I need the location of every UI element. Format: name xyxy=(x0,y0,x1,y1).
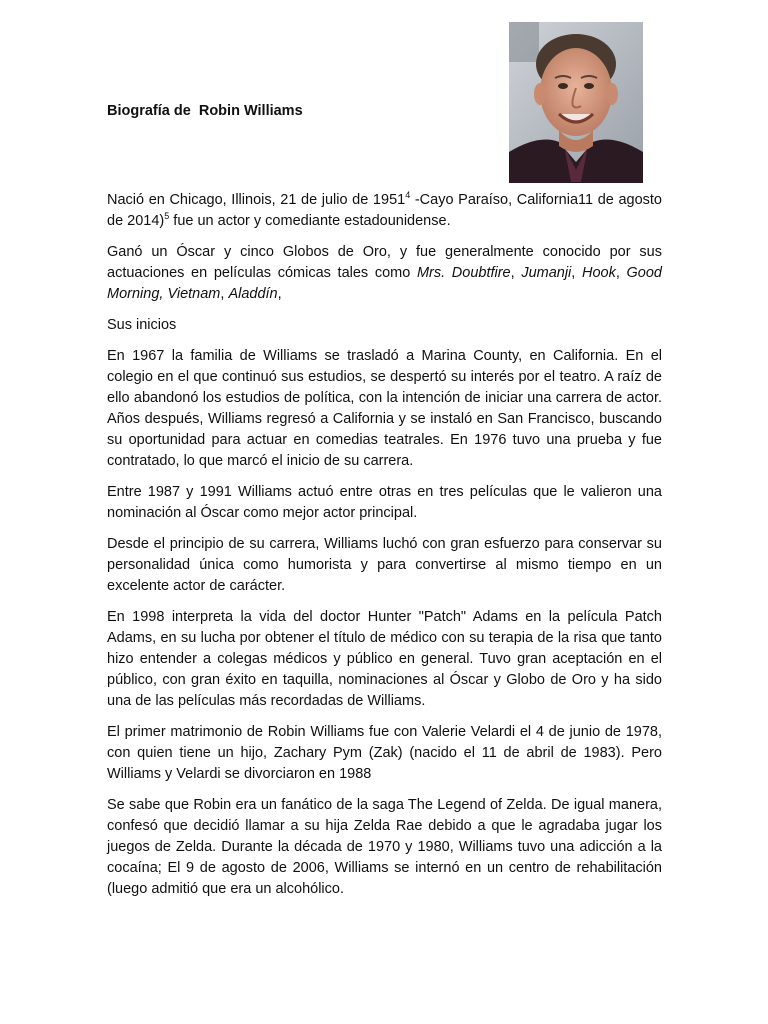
section-heading-beginnings: Sus inicios xyxy=(107,317,177,333)
death-text: -Cayo Paraíso, California11 de agosto de 2014) xyxy=(107,192,662,229)
footnote-ref-4: 4 xyxy=(405,190,411,201)
paragraph-awards xyxy=(107,242,662,305)
film-hook: Hook xyxy=(581,265,616,281)
film-good-morning-vietnam: Good Morning, Vietnam xyxy=(107,265,662,302)
separator: , xyxy=(510,265,522,281)
paragraph-early-career: En 1967 la familia de Williams se trasladó a Marina County, en California. En el colegio en el que continuó sus estudios, se despertó su interés por el teatro. A raíz de ello abandonó los estudios de política, con la intención de iniciar una carrera de actor. Años después, Williams regresó a California y se instaló en San Francisco, buscando su oportunidad para actuar en comedias teatrales. En 1976 tuvo una prueba y fue contratado, lo que marcó el inicio de su carrera. xyxy=(107,348,662,469)
birth-text: Nació en Chicago, Illinois, 21 de julio de 1951 xyxy=(107,192,406,208)
paragraph-zelda: Se sabe que Robin era un fanático de la saga The Legend of Zelda. De igual manera, confesó que decidió llamar a su hija Zelda Rae debido a que le agradaba jugar los juegos de Zelda. Durante la década de 1970 y 1980, Williams tuvo una adicción a la cocaína; El 9 de agosto de 2006, Williams se internó en un centro de rehabilitación (luego admitió que era un alcohólico. xyxy=(107,797,662,897)
paragraph-personality: Desde el principio de su carrera, Williams luchó con gran esfuerzo para conservar su personalidad única como humorista y para convertirse al mismo tiempo en un excelente actor de carácter. xyxy=(107,536,662,594)
footnote-ref-5: 5 xyxy=(164,211,170,222)
biography-body xyxy=(107,190,662,910)
separator: , xyxy=(615,265,627,281)
paragraph-birth xyxy=(107,190,662,232)
separator: , xyxy=(277,286,282,302)
profession-text: fue un actor y comediante estadounidense. xyxy=(169,213,451,229)
paragraph-patch-adams: En 1998 interpreta la vida del doctor Hunter "Patch" Adams en la película Patch Adams, en su lucha por obtener el título de médico con su terapia de la risa que tanto hizo entender a colegas médicos y público en general. Tuvo gran aceptación en el público, con gran éxito en taquilla, nominaciones al Óscar y Globo de Oro y ha sido una de las películas más recordadas de Williams. xyxy=(107,609,662,709)
paragraph-oscar-nominations: Entre 1987 y 1991 Williams actuó entre otras en tres películas que le valieron una nominación al Óscar como mejor actor principal. xyxy=(107,484,662,521)
separator: , xyxy=(571,265,582,281)
film-aladdin: Aladdín xyxy=(228,286,278,302)
document-title: Biografía de Robin Williams xyxy=(107,103,303,119)
film-mrs-doubtfire: Mrs. Doubtfire xyxy=(416,265,511,281)
portrait-photo-icon xyxy=(509,22,643,183)
film-jumanji: Jumanji xyxy=(521,265,572,281)
separator: , xyxy=(220,286,229,302)
paragraph-marriage: El primer matrimonio de Robin Williams fue con Valerie Velardi el 4 de junio de 1978, con quien tiene un hijo, Zachary Pym (Zak) (nacido el 11 de abril de 1983). Pero Williams y Velardi se divorciaron en 1988 xyxy=(107,724,662,782)
awards-text: Ganó un Óscar y cinco Globos de Oro, y fue generalmente conocido por sus actuaciones en películas cómicas tales como xyxy=(107,244,662,281)
